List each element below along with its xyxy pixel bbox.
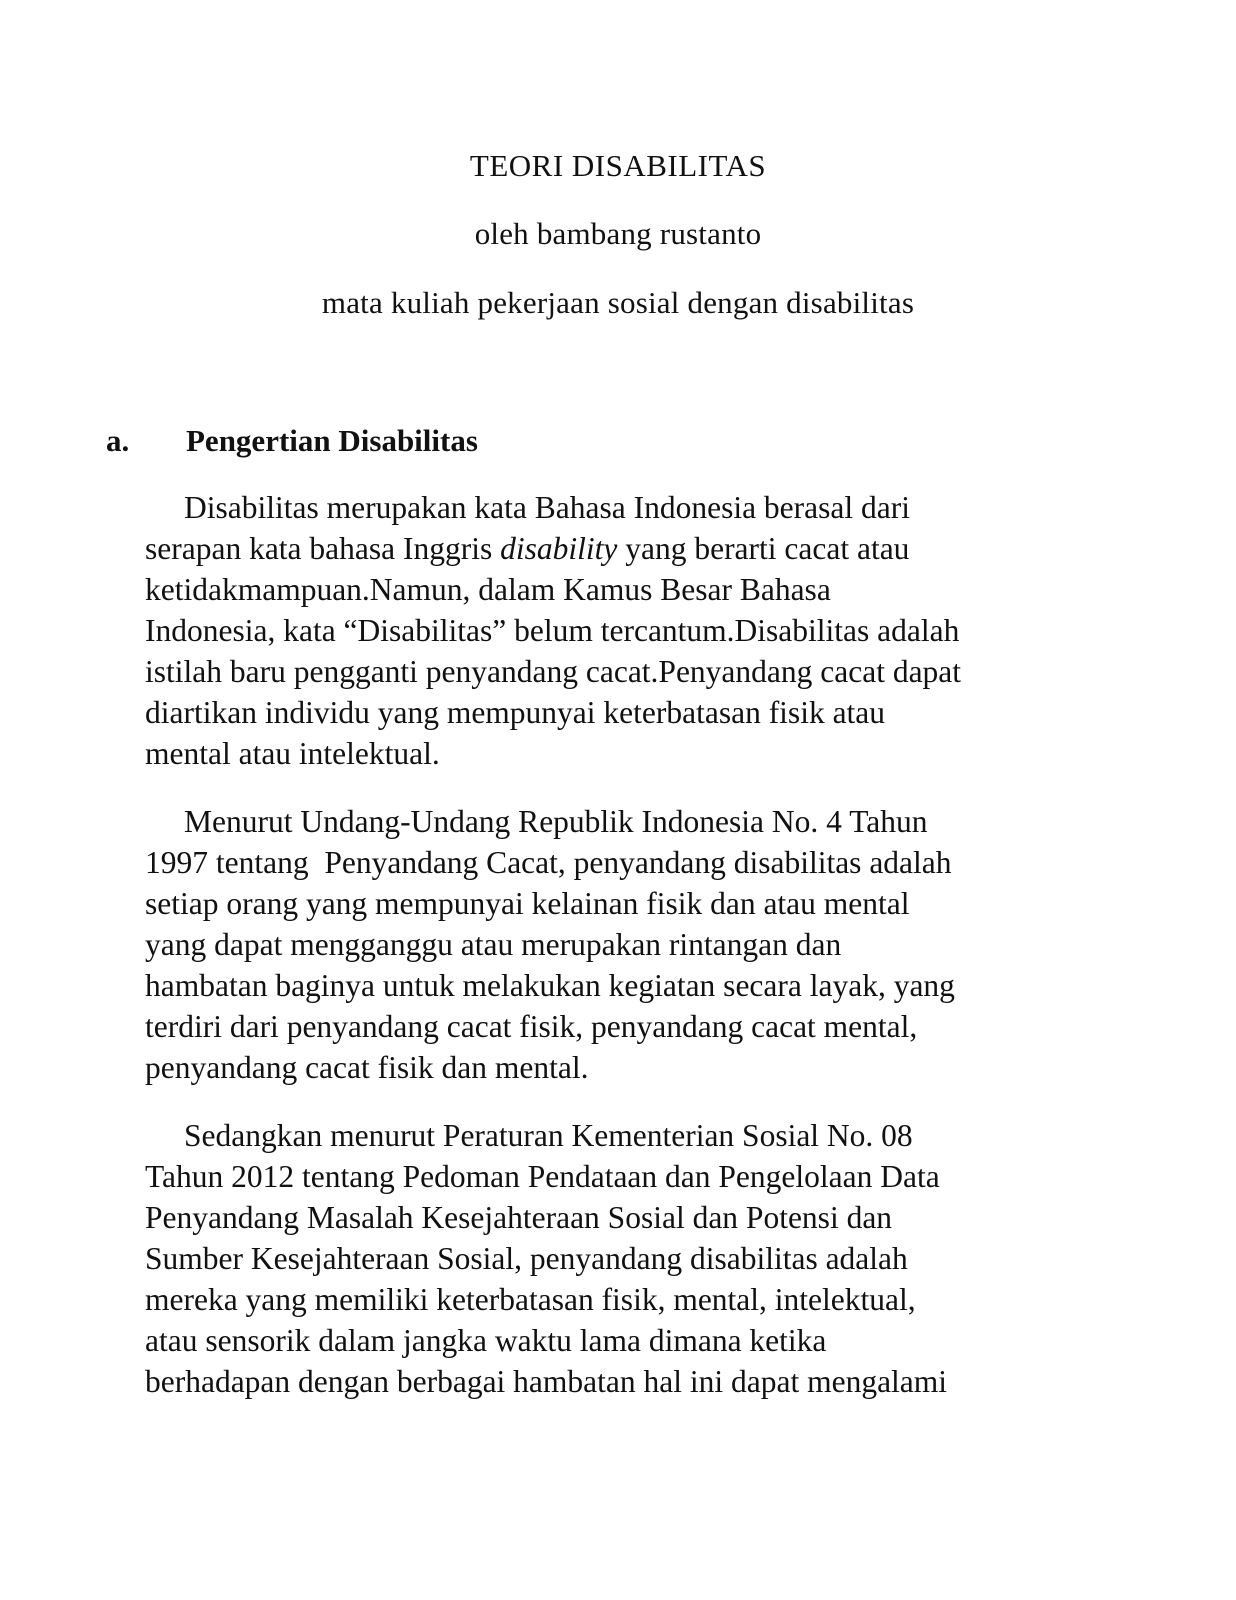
paragraph-line: atau sensorik dalam jangka waktu lama dimana ketika [145, 1323, 827, 1358]
paragraph-line: Tahun 2012 tentang Pedoman Pendataan dan Pengelolaan Data [145, 1159, 940, 1194]
paragraph-law-definition [145, 801, 1085, 1088]
italic-term: disability [500, 531, 618, 566]
paragraph-line: Sedangkan menurut Peraturan Kementerian Sosial No. 08 [184, 1118, 913, 1153]
paragraph-line: diartikan individu yang mempunyai keterbatasan fisik atau [145, 695, 886, 730]
paragraph-line [145, 528, 1085, 569]
section-marker: a. [106, 423, 130, 458]
paragraph-line: istilah baru pengganti penyandang cacat.Penyandang cacat dapat [145, 654, 962, 689]
text-segment: yang berarti cacat atau [617, 531, 910, 566]
paragraph-line: setiap orang yang mempunyai kelainan fisik dan atau mental [145, 886, 910, 921]
paragraph-line: ketidakmampuan.Namun, dalam Kamus Besar Bahasa [145, 572, 831, 607]
paragraph-regulation-definition [145, 1115, 1085, 1402]
paragraph-line: Indonesia, kata “Disabilitas” belum tercantum.Disabilitas adalah [145, 613, 960, 648]
paragraph-line: berhadapan dengan berbagai hambatan hal ini dapat mengalami [145, 1364, 948, 1399]
paragraph-line: penyandang cacat fisik dan mental. [145, 1050, 589, 1085]
paragraph-line: yang dapat mengganggu atau merupakan rintangan dan [145, 927, 842, 962]
paragraph-line: mental atau intelektual. [145, 736, 440, 771]
document-title: TEORI DISABILITAS [469, 148, 767, 183]
paragraph-line: hambatan baginya untuk melakukan kegiatan secara layak, yang [145, 968, 955, 1003]
course-line: mata kuliah pekerjaan sosial dengan disabilitas [321, 285, 915, 320]
paragraph-definition [145, 487, 1085, 774]
paragraph-line: Sumber Kesejahteraan Sosial, penyandang disabilitas adalah [145, 1241, 908, 1276]
paragraph-line: Disabilitas merupakan kata Bahasa Indonesia berasal dari [184, 490, 910, 525]
paragraph-line: terdiri dari penyandang cacat fisik, penyandang cacat mental, [145, 1009, 918, 1044]
section-heading [106, 423, 478, 459]
text-segment: serapan kata bahasa Inggris [145, 531, 501, 566]
paragraph-line: mereka yang memiliki keterbatasan fisik, mental, intelektual, [145, 1282, 916, 1317]
section-title: Pengertian Disabilitas [186, 423, 478, 458]
author-line: oleh bambang rustanto [474, 216, 762, 251]
paragraph-line: 1997 tentang Penyandang Cacat, penyandang disabilitas adalah [145, 845, 952, 880]
paragraph-line: Penyandang Masalah Kesejahteraan Sosial dan Potensi dan [145, 1200, 893, 1235]
paragraph-line: Menurut Undang-Undang Republik Indonesia No. 4 Tahun [184, 804, 928, 839]
